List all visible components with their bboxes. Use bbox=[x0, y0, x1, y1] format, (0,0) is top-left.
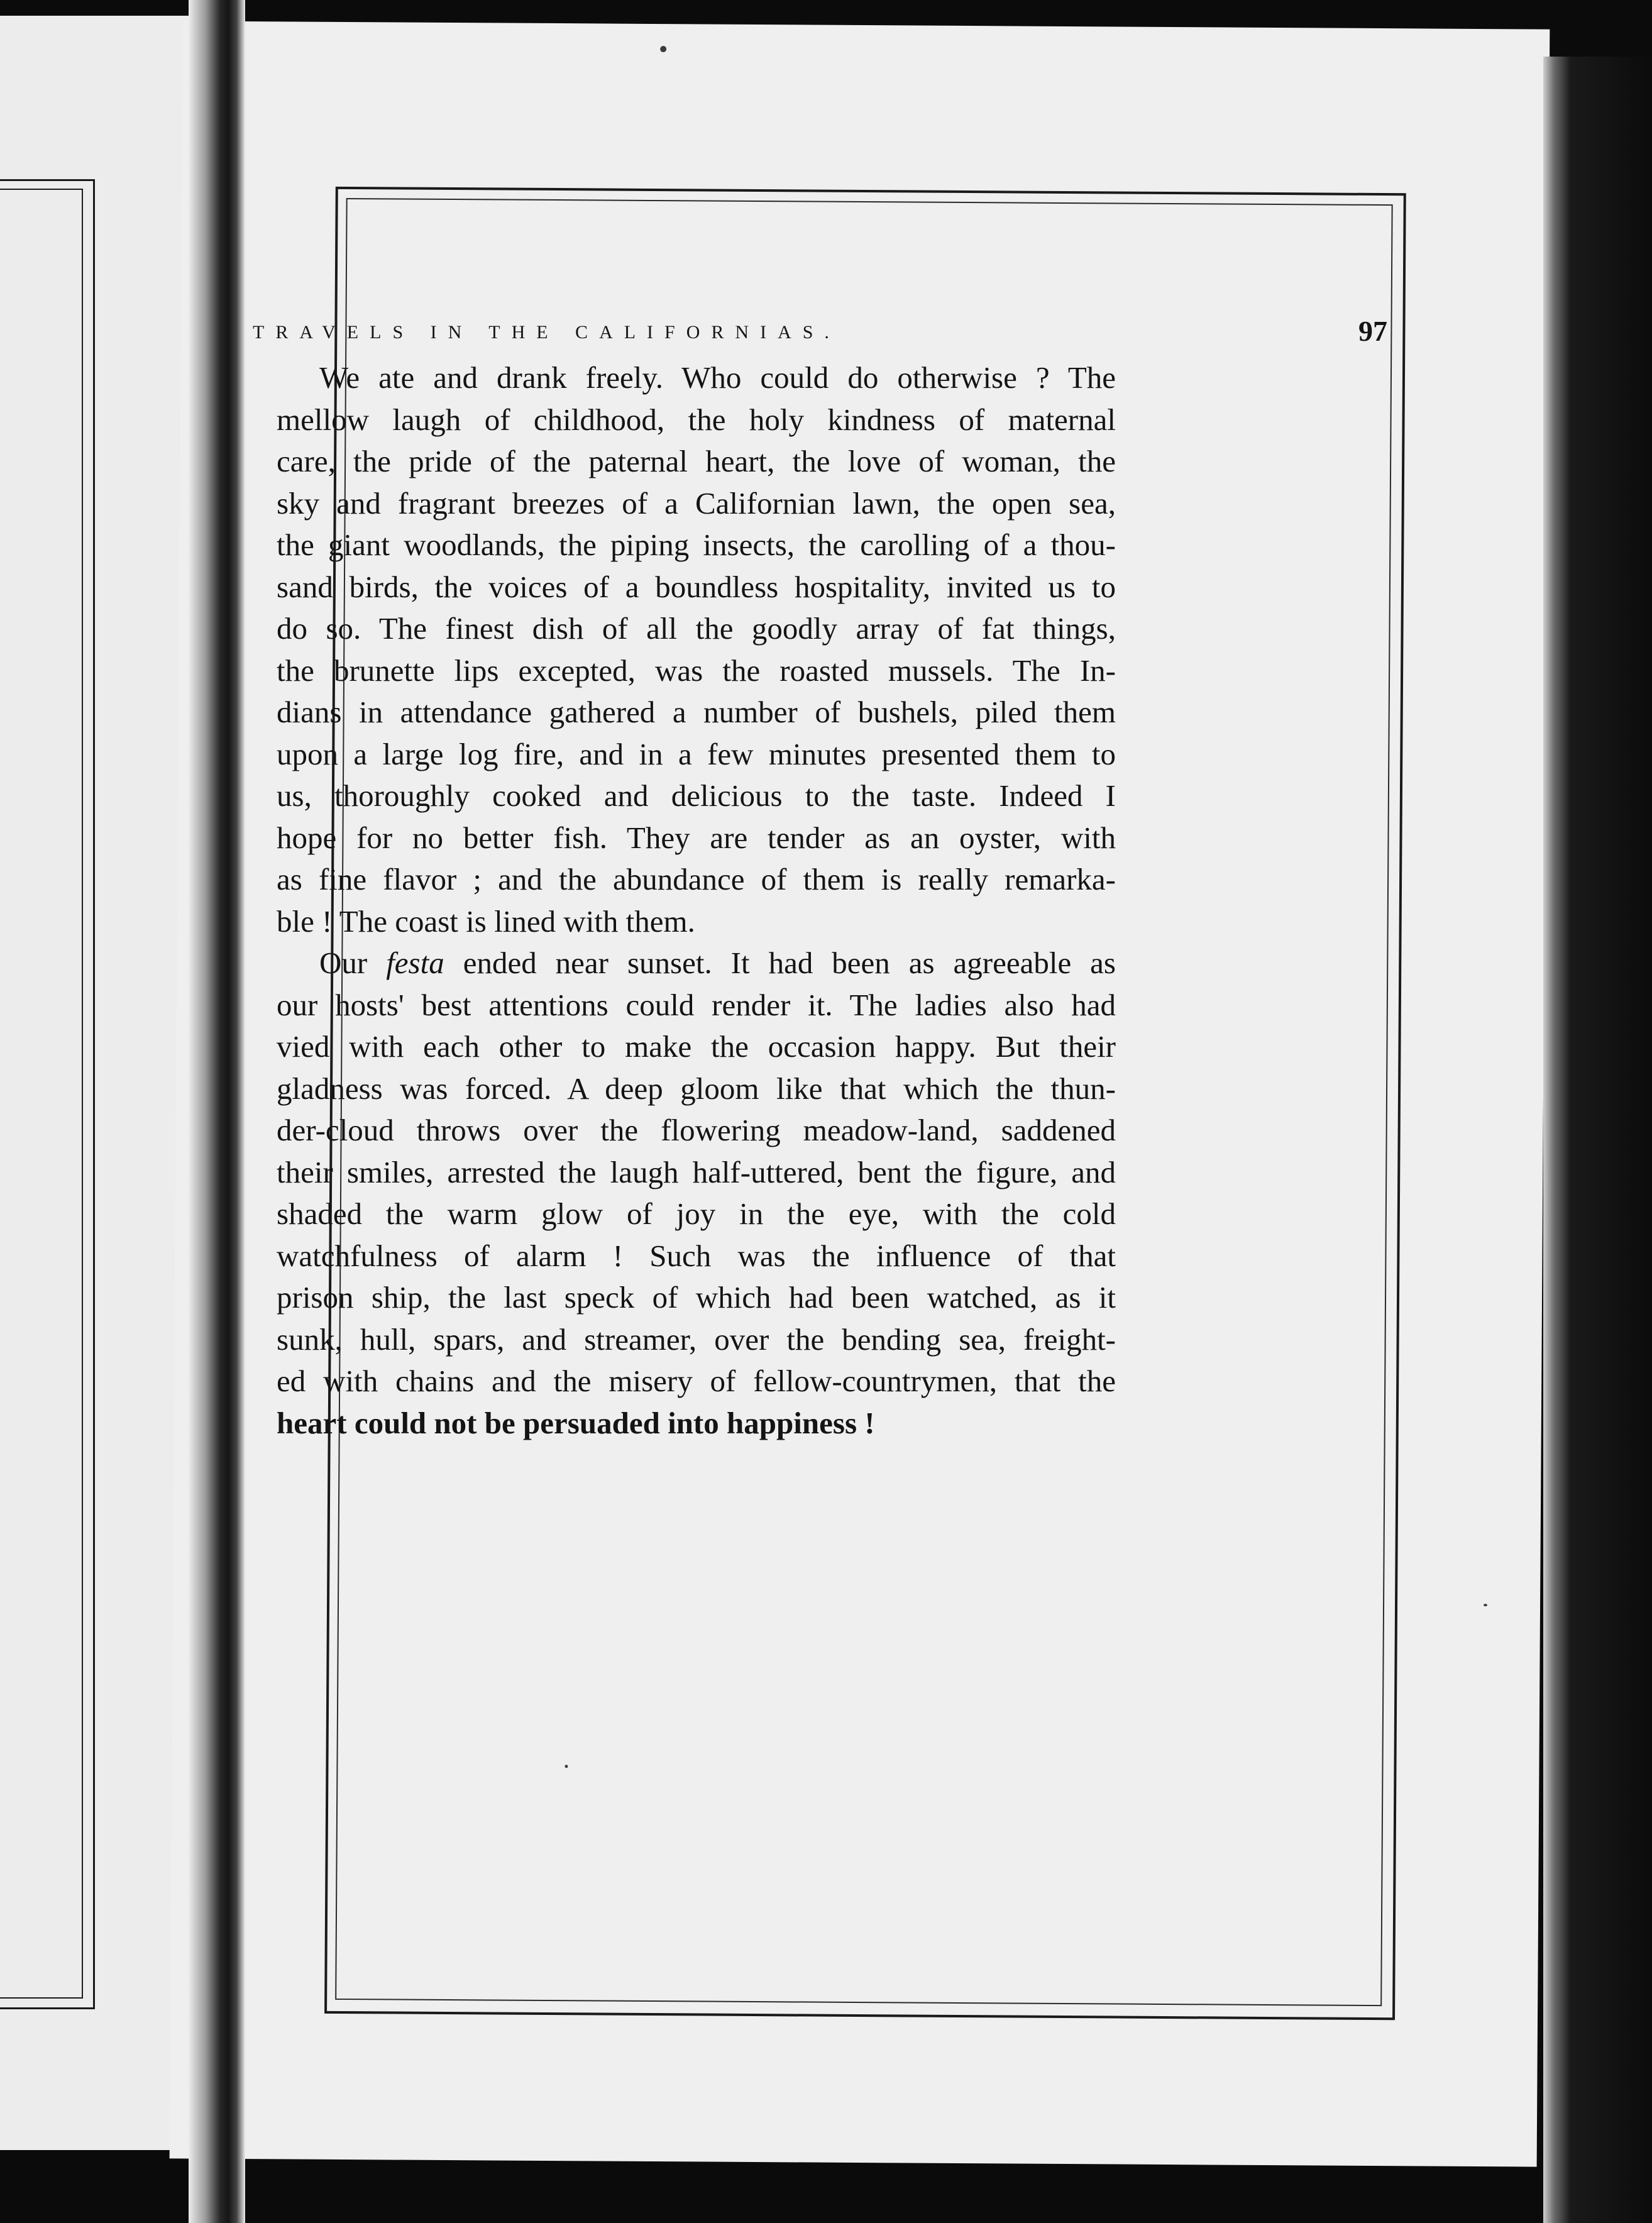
paper-speck bbox=[564, 1765, 568, 1768]
text-line: dians in attendance gathered a number of bushels, piled them bbox=[277, 695, 1116, 729]
text-line: our hosts' best attentions could render it. The ladies also had bbox=[277, 987, 1116, 1022]
italic-word: festa bbox=[386, 946, 444, 980]
text-line-with-italic bbox=[277, 942, 1116, 985]
text-line: We ate and drank freely. Who could do otherwise ? The bbox=[319, 360, 1116, 395]
text-line: sand birds, the voices of a boundless hospitality, invited us to bbox=[277, 569, 1116, 604]
text-line: the giant woodlands, the piping insects, the carolling of a thou- bbox=[277, 527, 1116, 562]
text-line: as fine flavor ; and the abundance of them is really remarka- bbox=[277, 862, 1116, 896]
text-line: hope for no better fish. They are tender as an oyster, with bbox=[277, 820, 1116, 855]
text-fragment: Our bbox=[319, 946, 387, 980]
text-line: sky and fragrant breezes of a Californian lawn, the open sea, bbox=[277, 485, 1116, 521]
page-number: 97 bbox=[1358, 315, 1387, 347]
paper-speck bbox=[660, 46, 666, 52]
paper-speck bbox=[1484, 1604, 1487, 1606]
text-line: vied with each other to make the occasion happy. But their bbox=[277, 1029, 1116, 1064]
text-line: mellow laugh of childhood, the holy kindness of maternal bbox=[277, 402, 1116, 437]
text-line: upon a large log fire, and in a few minutes presented them to bbox=[277, 736, 1116, 771]
text-line: shaded the warm glow of joy in the eye, with the cold bbox=[277, 1196, 1116, 1231]
text-line: do so. The finest dish of all the goodly array of fat things, bbox=[277, 611, 1116, 646]
book-gutter bbox=[189, 0, 245, 2223]
text-line: watchfulness of alarm ! Such was the influence of that bbox=[277, 1238, 1116, 1273]
left-page-border-inner bbox=[0, 189, 83, 1999]
running-title: TRAVELS IN THE CALIFORNIAS. bbox=[253, 322, 840, 343]
text-line: us, thoroughly cooked and delicious to the taste. Indeed I bbox=[277, 778, 1116, 813]
text-line: prison ship, the last speck of which had been watched, as it bbox=[277, 1280, 1116, 1315]
text-line: ed with chains and the misery of fellow-countrymen, that the bbox=[277, 1364, 1116, 1398]
text-line: heart could not be persuaded into happiness ! bbox=[277, 1405, 875, 1440]
text-line: their smiles, arrested the laugh half-uttered, bent the figure, and bbox=[277, 1154, 1116, 1189]
text-fragment: ended near sunset. It had been as agreeable as bbox=[444, 946, 1116, 980]
book-edge bbox=[1543, 57, 1652, 2223]
text-line: der-cloud throws over the flowering meadow-land, saddened bbox=[277, 1113, 1116, 1147]
text-line: ble ! The coast is lined with them. bbox=[277, 903, 695, 939]
text-line: gladness was forced. A deep gloom like that which the thun- bbox=[277, 1071, 1116, 1106]
text-line: the brunette lips excepted, was the roasted mussels. The In- bbox=[277, 653, 1116, 688]
text-line: sunk, hull, spars, and streamer, over the bending sea, freight- bbox=[277, 1321, 1116, 1357]
running-head bbox=[253, 314, 1387, 352]
text-line: care, the pride of the paternal heart, the love of woman, the bbox=[277, 444, 1116, 478]
body-text bbox=[277, 357, 1116, 1444]
